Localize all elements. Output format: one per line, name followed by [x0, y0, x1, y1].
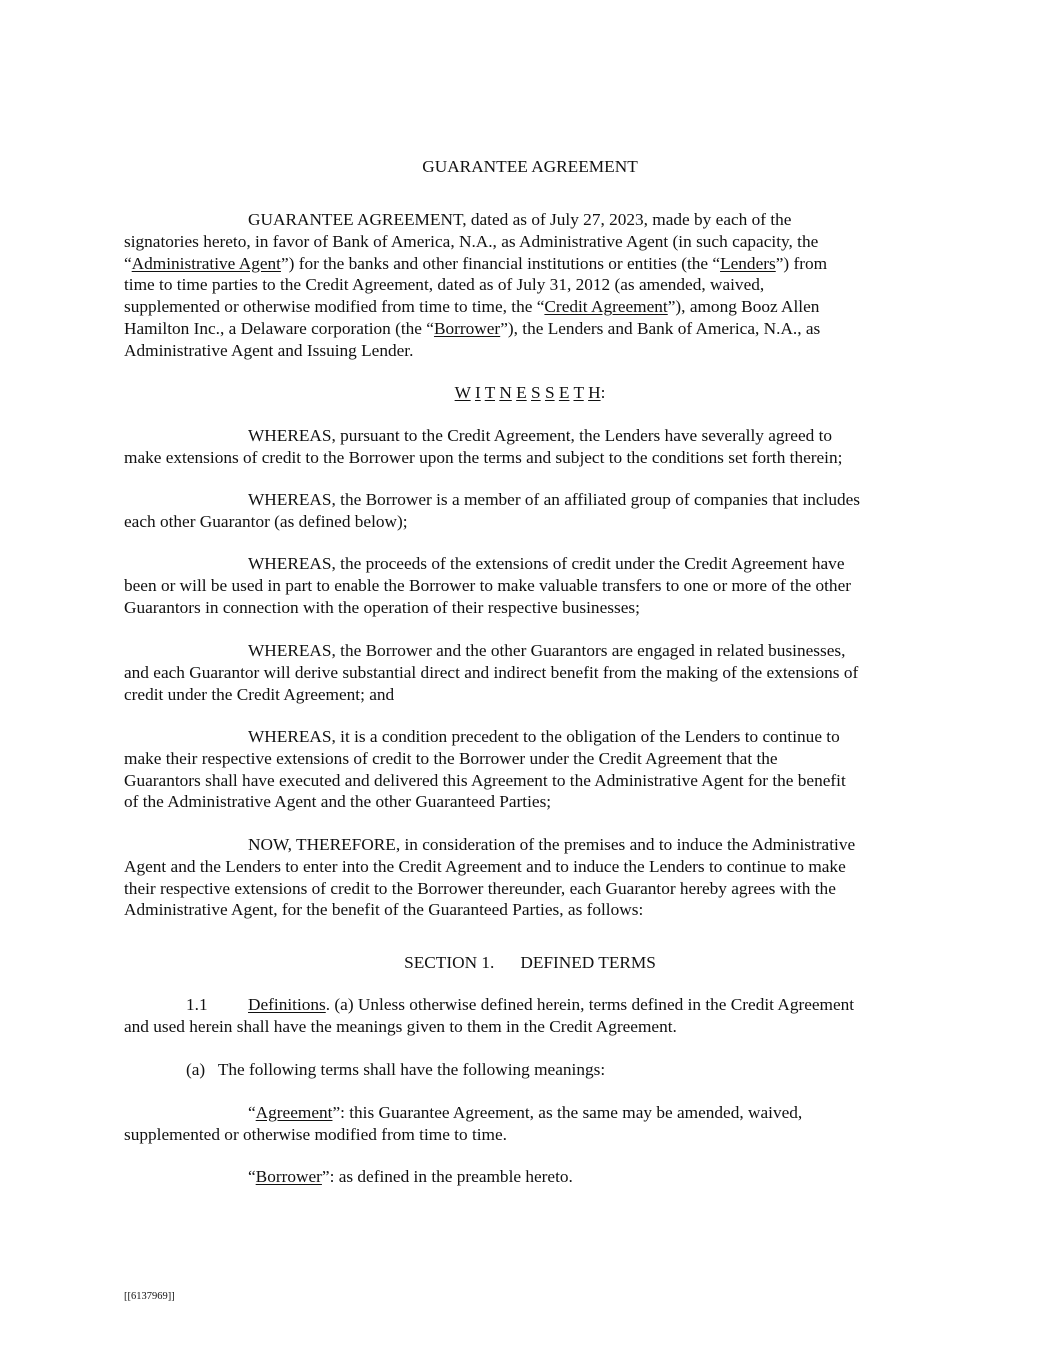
recital-line: WHEREAS, the Borrower and the other Guarantors are engaged in related businesses, — [248, 641, 846, 660]
preamble-paragraph — [124, 209, 936, 362]
definitions-line: and used herein shall have the meanings given to them in the Credit Agreement. — [124, 1016, 677, 1036]
clause-text: . (a) Unless otherwise defined herein, terms defined in the Credit Agreement — [325, 995, 855, 1014]
preamble-line — [124, 296, 936, 318]
preamble-text: supplemented or otherwise modified from time to time, the “ — [124, 297, 545, 317]
recital-line: WHEREAS, it is a condition precedent to the obligation of the Lenders to continue to — [248, 727, 840, 746]
recital-line: WHEREAS, the proceeds of the extensions of credit under the Credit Agreement have — [248, 554, 845, 573]
section-title: DEFINED TERMS — [520, 953, 656, 972]
definition-line — [124, 1166, 936, 1188]
preamble-line: GUARANTEE AGREEMENT, dated as of July 27, 2023, made by each of the — [248, 210, 792, 229]
witnesseth-letter: I — [474, 383, 481, 402]
defined-term-agreement: Agreement — [255, 1103, 333, 1122]
recital-line: Guarantors in connection with the operation of their respective businesses; — [124, 597, 640, 617]
recital-paragraph — [124, 553, 936, 618]
quote-mark: “ — [248, 1103, 256, 1122]
subclause-a — [124, 1059, 936, 1081]
recital-line: make extensions of credit to the Borrower upon the terms and subject to the conditions set forth therein; — [124, 447, 843, 467]
witnesseth-colon: : — [600, 383, 606, 402]
clause-heading: Definitions — [248, 995, 326, 1014]
recital-line: credit under the Credit Agreement; and — [124, 684, 395, 704]
preamble-line — [124, 318, 936, 340]
defined-term-credit-agreement: Credit Agreement — [544, 297, 668, 317]
section-heading — [124, 952, 936, 974]
recital-line: Agent and the Lenders to enter into the Credit Agreement and to induce the Lenders to continue to make — [124, 856, 846, 876]
witnesseth-letter: T — [573, 383, 584, 402]
witnesseth-letter: E — [558, 383, 570, 402]
witnesseth-letter: W — [454, 383, 471, 402]
definitions-paragraph — [124, 994, 936, 1038]
preamble-line: time to time parties to the Credit Agreement, dated as of July 31, 2012 (as amended, waived, — [124, 275, 765, 295]
section-number: SECTION 1. — [404, 953, 495, 972]
preamble-line — [124, 253, 936, 275]
preamble-text: ”) from — [775, 253, 828, 273]
recital-line: make their respective extensions of credit to the Borrower under the Credit Agreement that the — [124, 748, 778, 768]
definition-text: ”: as defined in the preamble hereto. — [321, 1167, 573, 1186]
recital-line: Administrative Agent, for the benefit of the Guaranteed Parties, as follows: — [124, 900, 644, 920]
preamble-text: ”), among Booz Allen — [667, 297, 820, 317]
witnesseth-letter: N — [499, 383, 512, 402]
document-title — [124, 156, 936, 178]
recital-paragraph — [124, 489, 936, 533]
recital-paragraph — [124, 640, 936, 705]
witnesseth-letter: S — [544, 383, 555, 402]
recital-paragraph — [124, 425, 936, 469]
recital-line: WHEREAS, pursuant to the Credit Agreement, the Lenders have severally agreed to — [248, 426, 833, 445]
witnesseth-letter: E — [516, 383, 527, 402]
recital-line: and each Guarantor will derive substantial direct and indirect benefit from the making of the extensions of — [124, 662, 859, 682]
definition-agreement — [124, 1102, 936, 1146]
witnesseth-letter: S — [531, 383, 541, 402]
clause-number: 1.1 — [186, 995, 208, 1014]
recital-line: WHEREAS, the Borrower is a member of an affiliated group of companies that includes — [248, 490, 861, 509]
preamble-text: Hamilton Inc., a Delaware corporation (the “ — [124, 318, 434, 338]
title-text: GUARANTEE AGREEMENT — [422, 157, 638, 176]
defined-term-borrower-def: Borrower — [255, 1167, 322, 1186]
witnesseth-letter: T — [484, 383, 495, 402]
quote-mark: “ — [248, 1167, 256, 1186]
preamble-text: ”) for the banks and other financial institutions or entities (the “ — [280, 253, 721, 273]
recital-line: each other Guarantor (as defined below); — [124, 511, 408, 531]
witnesseth-letter: H — [588, 383, 601, 402]
now-therefore-paragraph — [124, 834, 936, 921]
recital-line: their respective extensions of credit to the Borrower thereunder, each Guarantor hereby agrees with the — [124, 878, 836, 898]
preamble-text: ”), the Lenders and Bank of America, N.A., as — [500, 318, 821, 338]
document-footer-id: [[6137969]] — [124, 1291, 175, 1302]
recital-line: of the Administrative Agent and the other Guaranteed Parties; — [124, 792, 552, 812]
recital-line: been or will be used in part to enable the Borrower to make valuable transfers to one or more of the other — [124, 575, 852, 595]
definition-line — [124, 1102, 936, 1124]
defined-term-lenders: Lenders — [720, 253, 776, 273]
preamble-line: signatories hereto, in favor of Bank of America, N.A., as Administrative Agent (in such capacity, the — [124, 231, 819, 251]
definition-text: ”: this Guarantee Agreement, as the same may be amended, waived, — [332, 1103, 803, 1122]
defined-term-administrative-agent: Administrative Agent — [131, 253, 281, 273]
definition-line: supplemented or otherwise modified from time to time. — [124, 1124, 507, 1144]
recital-paragraph — [124, 726, 936, 813]
preamble-line: Administrative Agent and Issuing Lender. — [124, 340, 414, 360]
definitions-line — [124, 994, 936, 1016]
subclause-text: (a) The following terms shall have the following meanings: — [186, 1060, 606, 1079]
defined-term-borrower: Borrower — [433, 318, 501, 338]
quote-mark: “ — [124, 253, 132, 273]
definition-borrower — [124, 1166, 936, 1188]
recital-line: Guarantors shall have executed and delivered this Agreement to the Administrative Agent for the benefit — [124, 770, 846, 790]
witnesseth-heading — [124, 382, 936, 404]
recital-line: NOW, THEREFORE, in consideration of the premises and to induce the Administrative — [248, 835, 856, 854]
